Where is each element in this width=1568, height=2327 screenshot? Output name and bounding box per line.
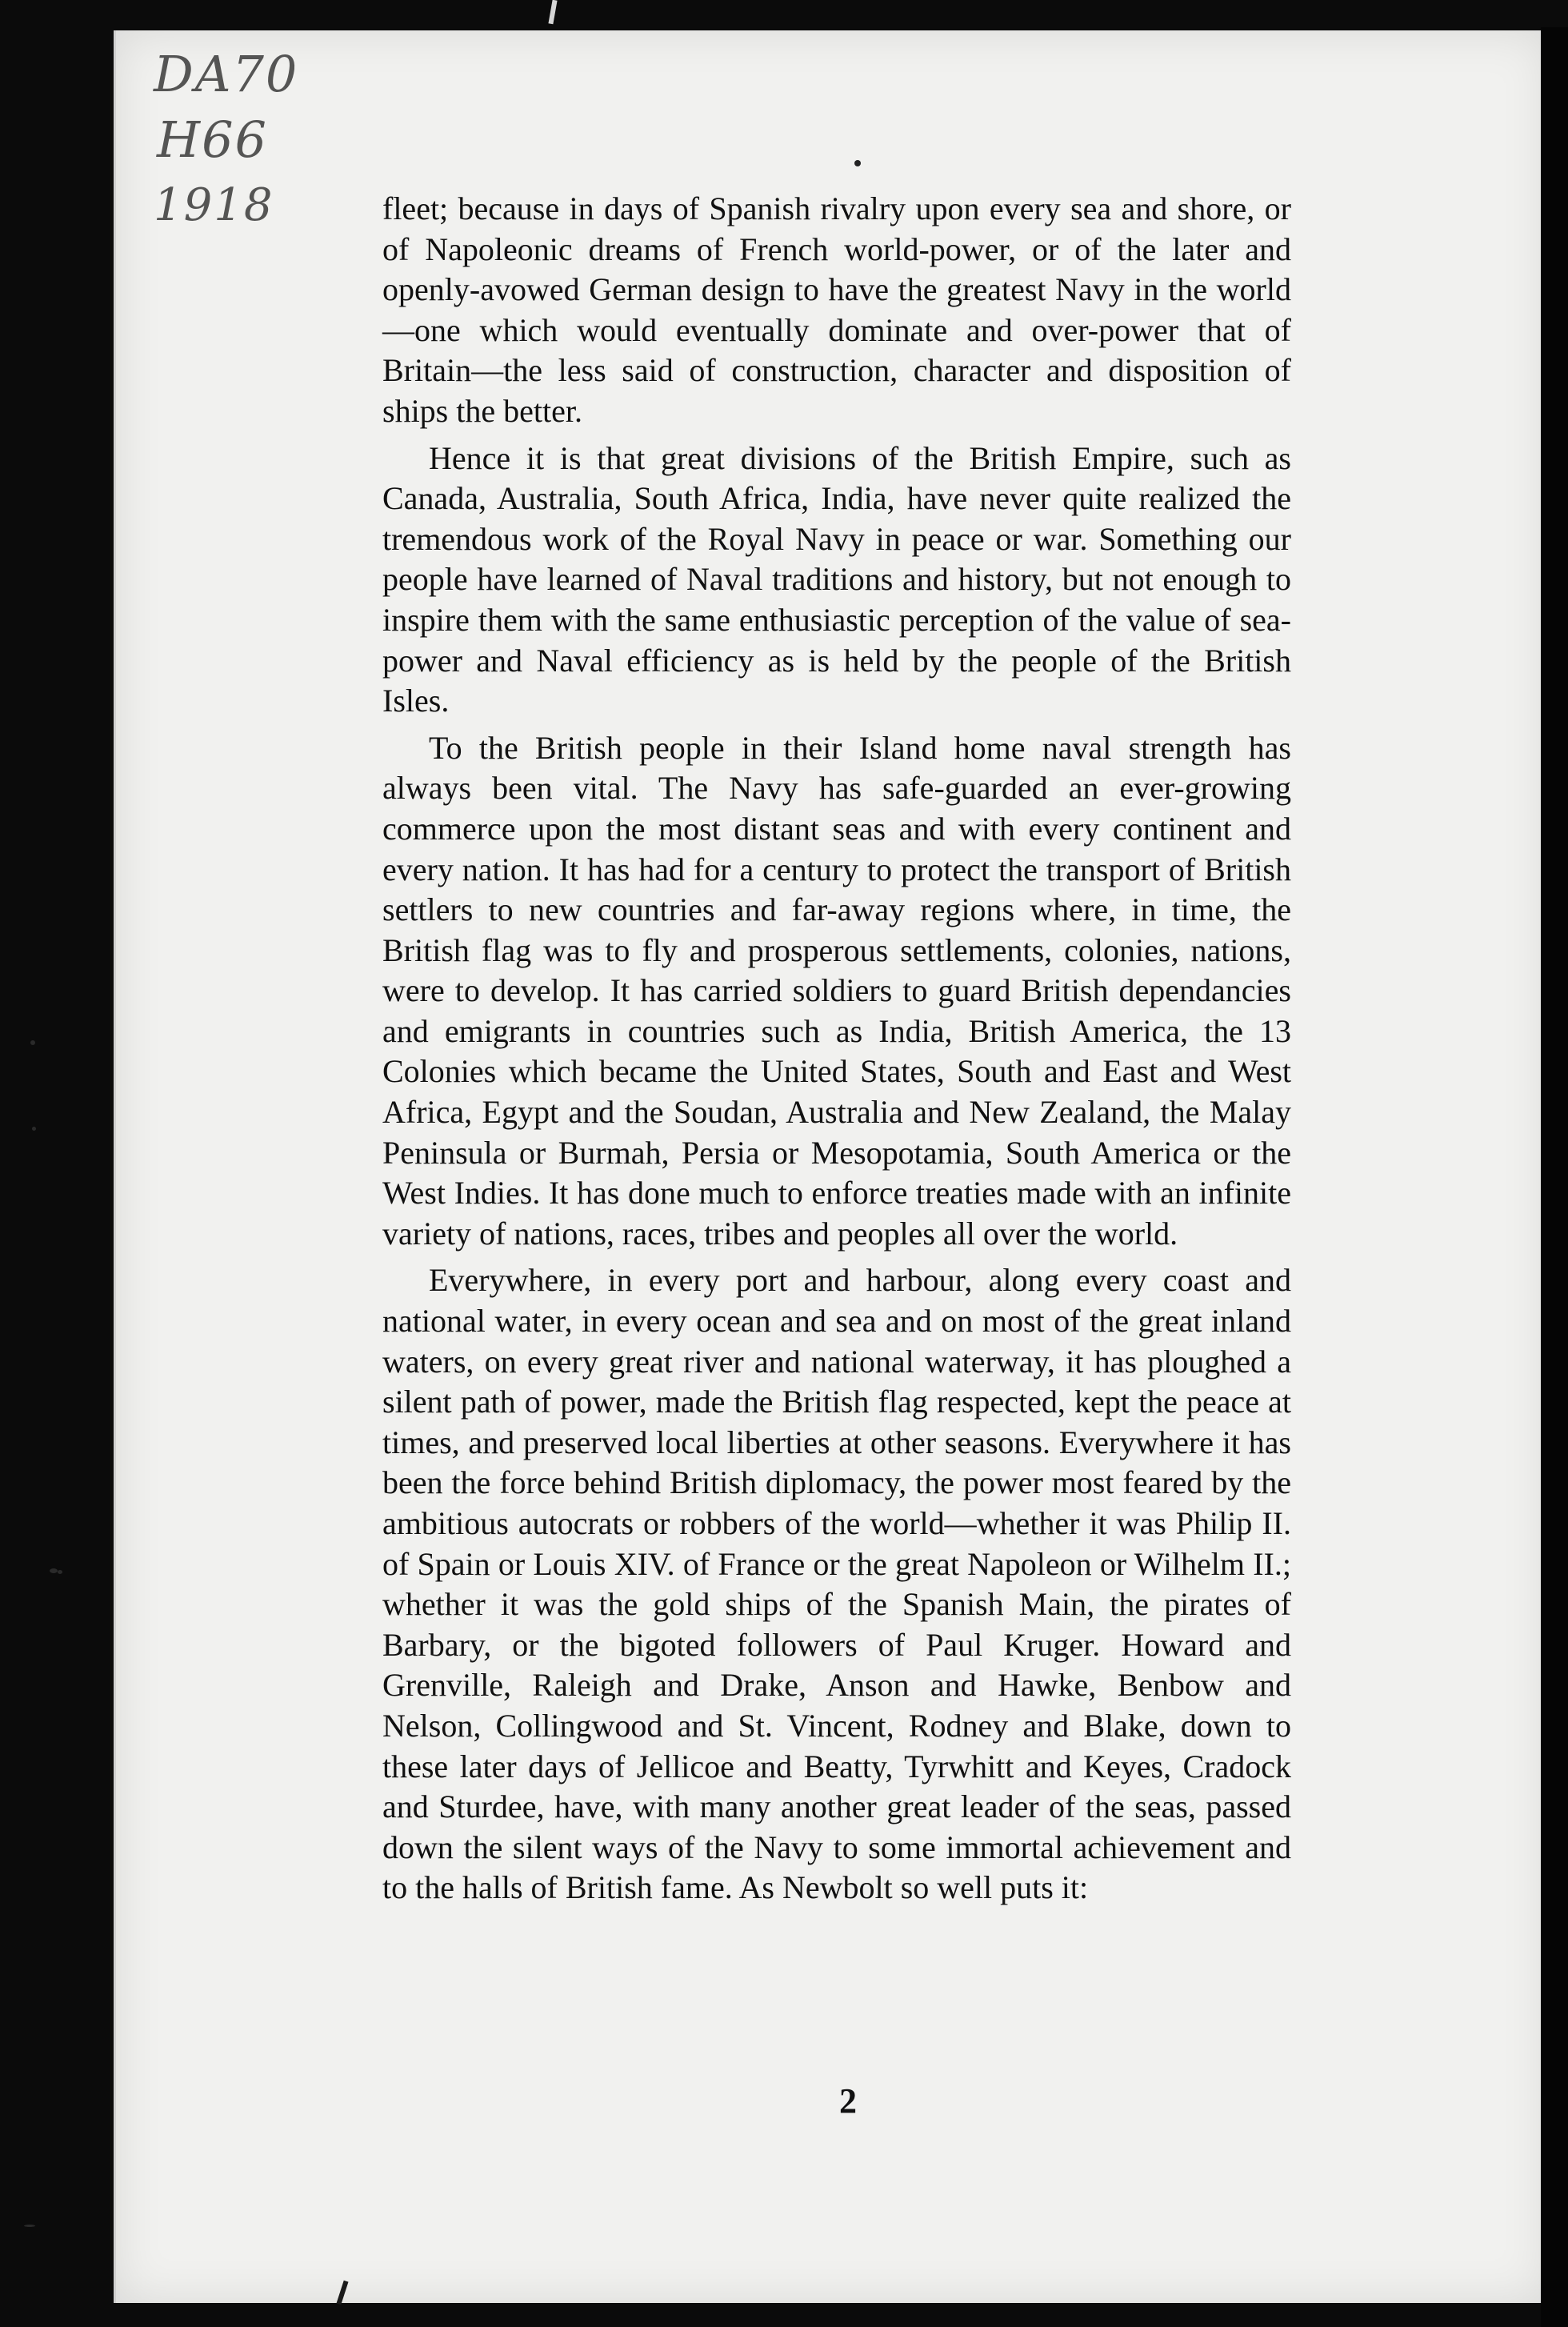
handwritten-call-number: [154, 42, 314, 238]
ink-dot: [854, 160, 861, 166]
paragraph-4: Everywhere, in every port and harbour, along every coast and national water, in every ocean and sea and on most of the great inland waters, on every great river and national waterway, it has ploughed a silent path of power, made the British flag respected, kept the peace at times, and preserved local liberties at other seasons. Everywhere it has been the force behind British diplomacy, the power most feared by the ambitious autocrats or robbers of the world—whether it was Philip II. of Spain or Louis XIV. of France or the great Napoleon or Wilhelm II.; whether it was the gold ships of the Spanish Main, the pirates of Barbary, or the bigoted followers of Paul Kruger. Howard and Grenville, Raleigh and Drake, Anson and Hawke, Benbow and Nelson, Collingwood and St. Vincent, Rodney and Blake, down to these later days of Jellicoe and Beatty, Tyrwhitt and Keyes, Cradock and Sturdee, have, with many another great leader of the seas, passed down the silent ways of the Navy to some immortal achievement and to the halls of British fame. As Newbolt so well puts it:: [382, 1262, 1291, 1906]
call-number-line-3: 1918: [154, 179, 274, 231]
page-body: [382, 189, 1291, 1915]
page-number: 2: [839, 2081, 857, 2121]
paragraph-2: Hence it is that great divisions of the British Empire, such as Canada, Australia, South Africa, India, have never quite realized the tremendous work of the Royal Navy in peace or war. Something our people have learned of Naval traditions and history, but not enough to inspire them with the same enthusiastic perception of the value of sea-power and Naval efficiency as is held by the people of the British Isles.: [382, 439, 1291, 719]
page-shadow-edge: [1541, 27, 1568, 2327]
call-number-line-1: DA70: [154, 45, 299, 103]
paragraph-3: To the British people in their Island home naval strength has always been vital. The Navy has safe-guarded an ever-growing commerce upon the most distant seas and with every continent and every nation. It has had for a century to protect the transport of British settlers to new countries and far-away regions where, in time, the British flag was to fly and prosperous settlements, colonies, nations, were to develop. It has carried soldiers to guard British dependancies and emigrants in countries such as India, British America, the 13 Colonies which became the United States, South and East and West Africa, Egypt and the Soudan, Australia and New Zealand, the Malay Peninsula or Burmah, Persia or Mesopotamia, South America or the West Indies. It has done much to enforce treaties made with an infinite variety of nations, races, tribes and peoples all over the world.: [382, 729, 1291, 1252]
paragraph-1: fleet; because in days of Spanish rivalry upon every sea and shore, or of Napoleonic dreams of French world-power, or of the later and openly-avowed German design to have the greatest Navy in the world—one which would eventually dominate and over-power that of Britain—the less said of construction, character and disposition of ships the better.: [382, 190, 1291, 429]
call-number-line-2: H66: [157, 110, 268, 169]
